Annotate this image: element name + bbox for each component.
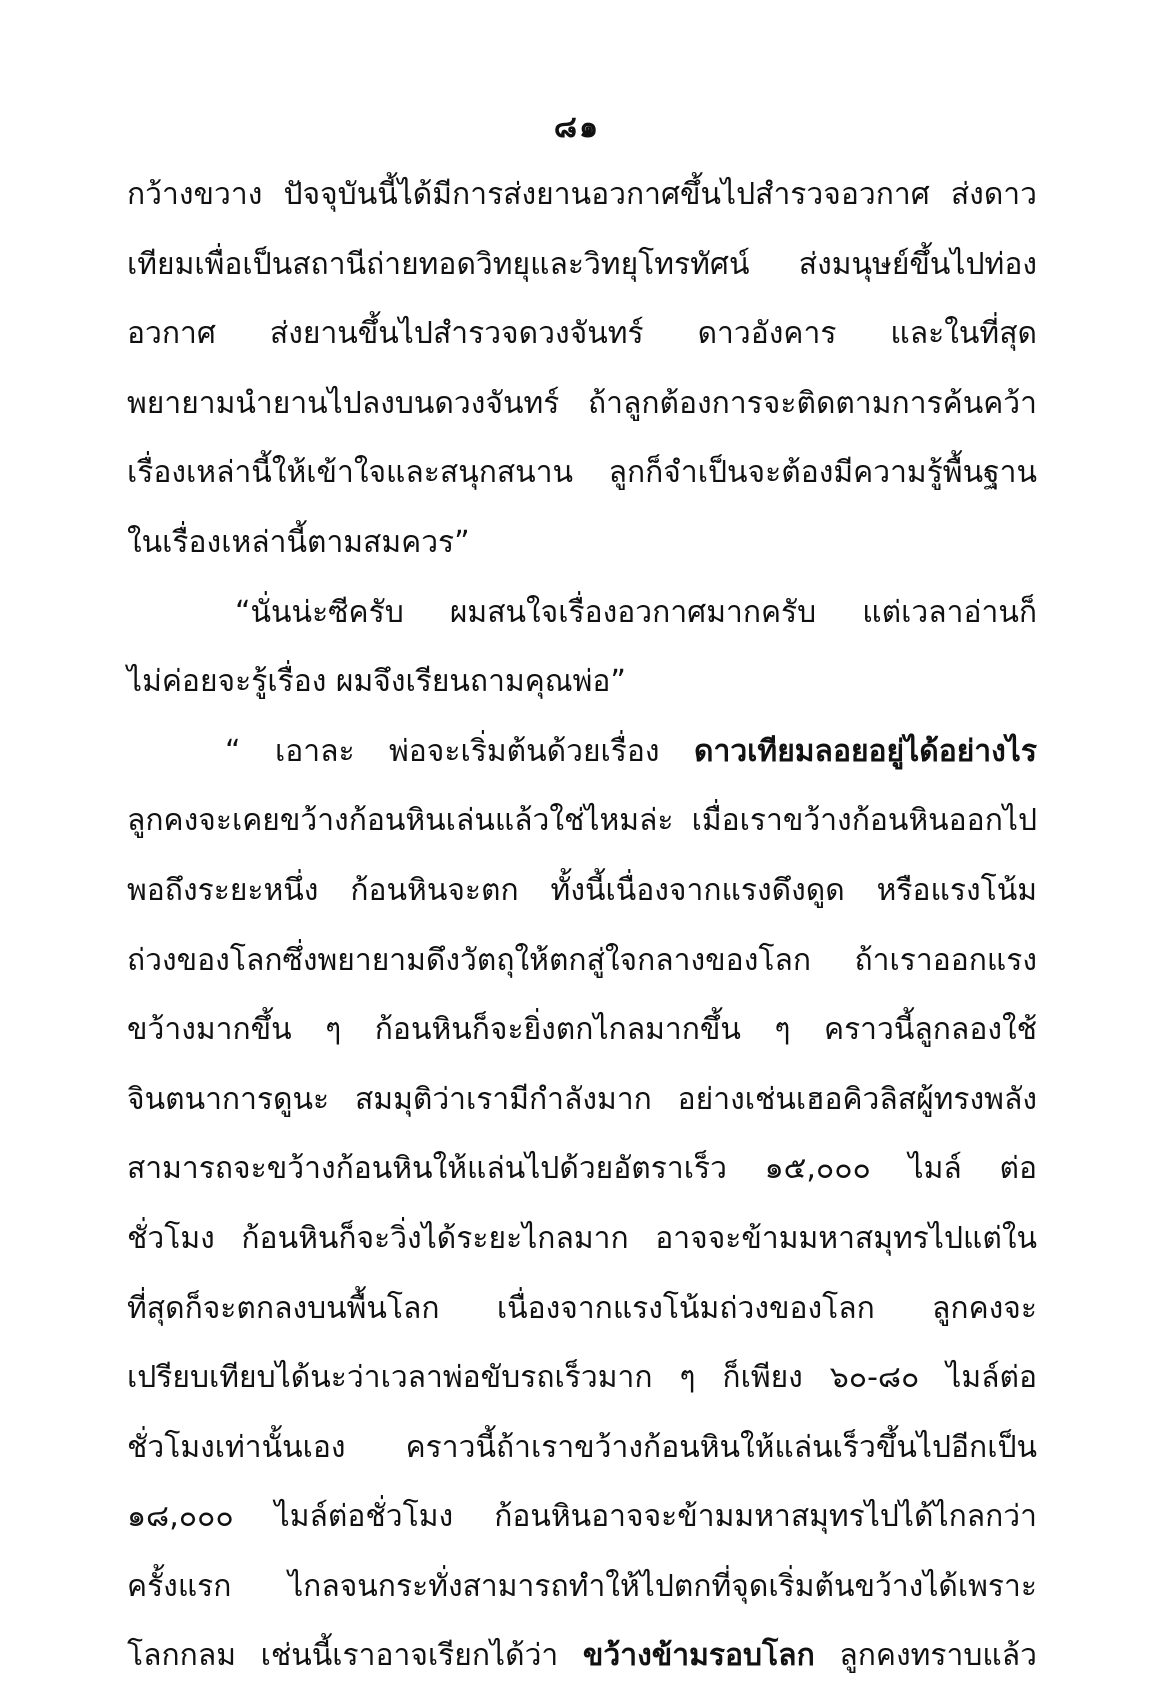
page-number: ๘๑: [553, 110, 601, 145]
text-line: ลูกคงจะเคยขว้างก้อนหินเล่นแล้วใช่ไหมล่ะ เมื่อเราขว้างก้อนหินออกไป: [127, 803, 1037, 839]
text-line: ไม่ค่อยจะรู้เรื่อง ผมจึงเรียนถามคุณพ่อ”: [127, 664, 626, 700]
text-line: [127, 717, 1037, 787]
text-line: ครั้งแรก ไกลจนกระทั่งสามารถทำให้ไปตกที่จุดเริ่มต้นขว้างได้เพราะ: [127, 1568, 1037, 1604]
text-line: ที่สุดก็จะตกลงบนพื้นโลก เนื่องจากแรงโน้มถ่วงของโลก ลูกคงจะ: [127, 1290, 1037, 1326]
text-line: เทียมเพื่อเป็นสถานีถ่ายทอดวิทยุและวิทยุโทรทัศน์ ส่งมนุษย์ขึ้นไปท่อง: [127, 246, 1037, 282]
text-line: จินตนาการดูนะ สมมุติว่าเรามีกำลังมาก อย่างเช่นเฮอคิวลิสผู้ทรงพลัง: [127, 1081, 1037, 1117]
text-line: อวกาศ ส่งยานขึ้นไปสำรวจดวงจันทร์ ดาวอังคาร และในที่สุด: [127, 316, 1037, 352]
text-line: ในเรื่องเหล่านี้ตามสมควร”: [127, 524, 470, 560]
text-line: สามารถจะขว้างก้อนหินให้แล่นไปด้วยอัตราเร็ว ๑๕,๐๐๐ ไมล์ ต่อ: [127, 1151, 1037, 1187]
text-line: ถ่วงของโลกซึ่งพยายามดึงวัตถุให้ตกสู่ใจกลางของโลก ถ้าเราออกแรง: [127, 942, 1037, 978]
text-segment: “ เอาละ พ่อจะเริ่มต้นด้วยเรื่อง: [225, 733, 694, 769]
text-segment: โลกกลม เช่นนี้เราอาจเรียกได้ว่า: [127, 1638, 583, 1674]
text-line: เรื่องเหล่านี้ให้เข้าใจและสนุกสนาน ลูกก็จำเป็นจะต้องมีความรู้พื้นฐาน: [127, 455, 1037, 491]
text-line: ชั่วโมงเท่านั้นเอง คราวนี้ถ้าเราขว้างก้อนหินให้แล่นเร็วขึ้นไปอีกเป็น: [127, 1429, 1037, 1465]
body-text: [127, 160, 1037, 1691]
text-line: เปรียบเทียบได้นะว่าเวลาพ่อขับรถเร็วมาก ๆ ก็เพียง ๖๐-๘๐ ไมล์ต่อ: [127, 1360, 1037, 1396]
text-line: ขว้างมากขึ้น ๆ ก้อนหินก็จะยิ่งตกไกลมากขึ้น ๆ คราวนี้ลูกลองใช้: [127, 1012, 1037, 1048]
bold-heading-phrase: ดาวเทียมลอยอยู่ได้อย่างไร: [694, 733, 1037, 769]
bold-phrase: ขว้างข้ามรอบโลก: [582, 1638, 815, 1674]
text-line: “นั่นน่ะซีครับ ผมสนใจเรื่องอวกาศมากครับ แต่เวลาอ่านก็: [235, 594, 1037, 630]
text-line: ชั่วโมง ก้อนหินก็จะวิ่งได้ระยะไกลมาก อาจจะข้ามมหาสมุทรไปแต่ใน: [127, 1220, 1037, 1256]
text-line: พยายามนำยานไปลงบนดวงจันทร์ ถ้าลูกต้องการจะติดตามการค้นคว้า: [127, 385, 1037, 421]
text-line: กว้างขวาง ปัจจุบันนี้ได้มีการส่งยานอวกาศขึ้นไปสำรวจอวกาศ ส่งดาว: [127, 177, 1037, 212]
text-line: [127, 1621, 1037, 1691]
text-line: พอถึงระยะหนึ่ง ก้อนหินจะตก ทั้งนี้เนื่องจากแรงดึงดูด หรือแรงโน้ม: [127, 872, 1037, 908]
text-line: ๑๘,๐๐๐ ไมล์ต่อชั่วโมง ก้อนหินอาจจะข้ามมหาสมุทรไปได้ไกลกว่า: [127, 1499, 1037, 1535]
text-segment: ลูกคงทราบแล้ว: [814, 1638, 1037, 1674]
